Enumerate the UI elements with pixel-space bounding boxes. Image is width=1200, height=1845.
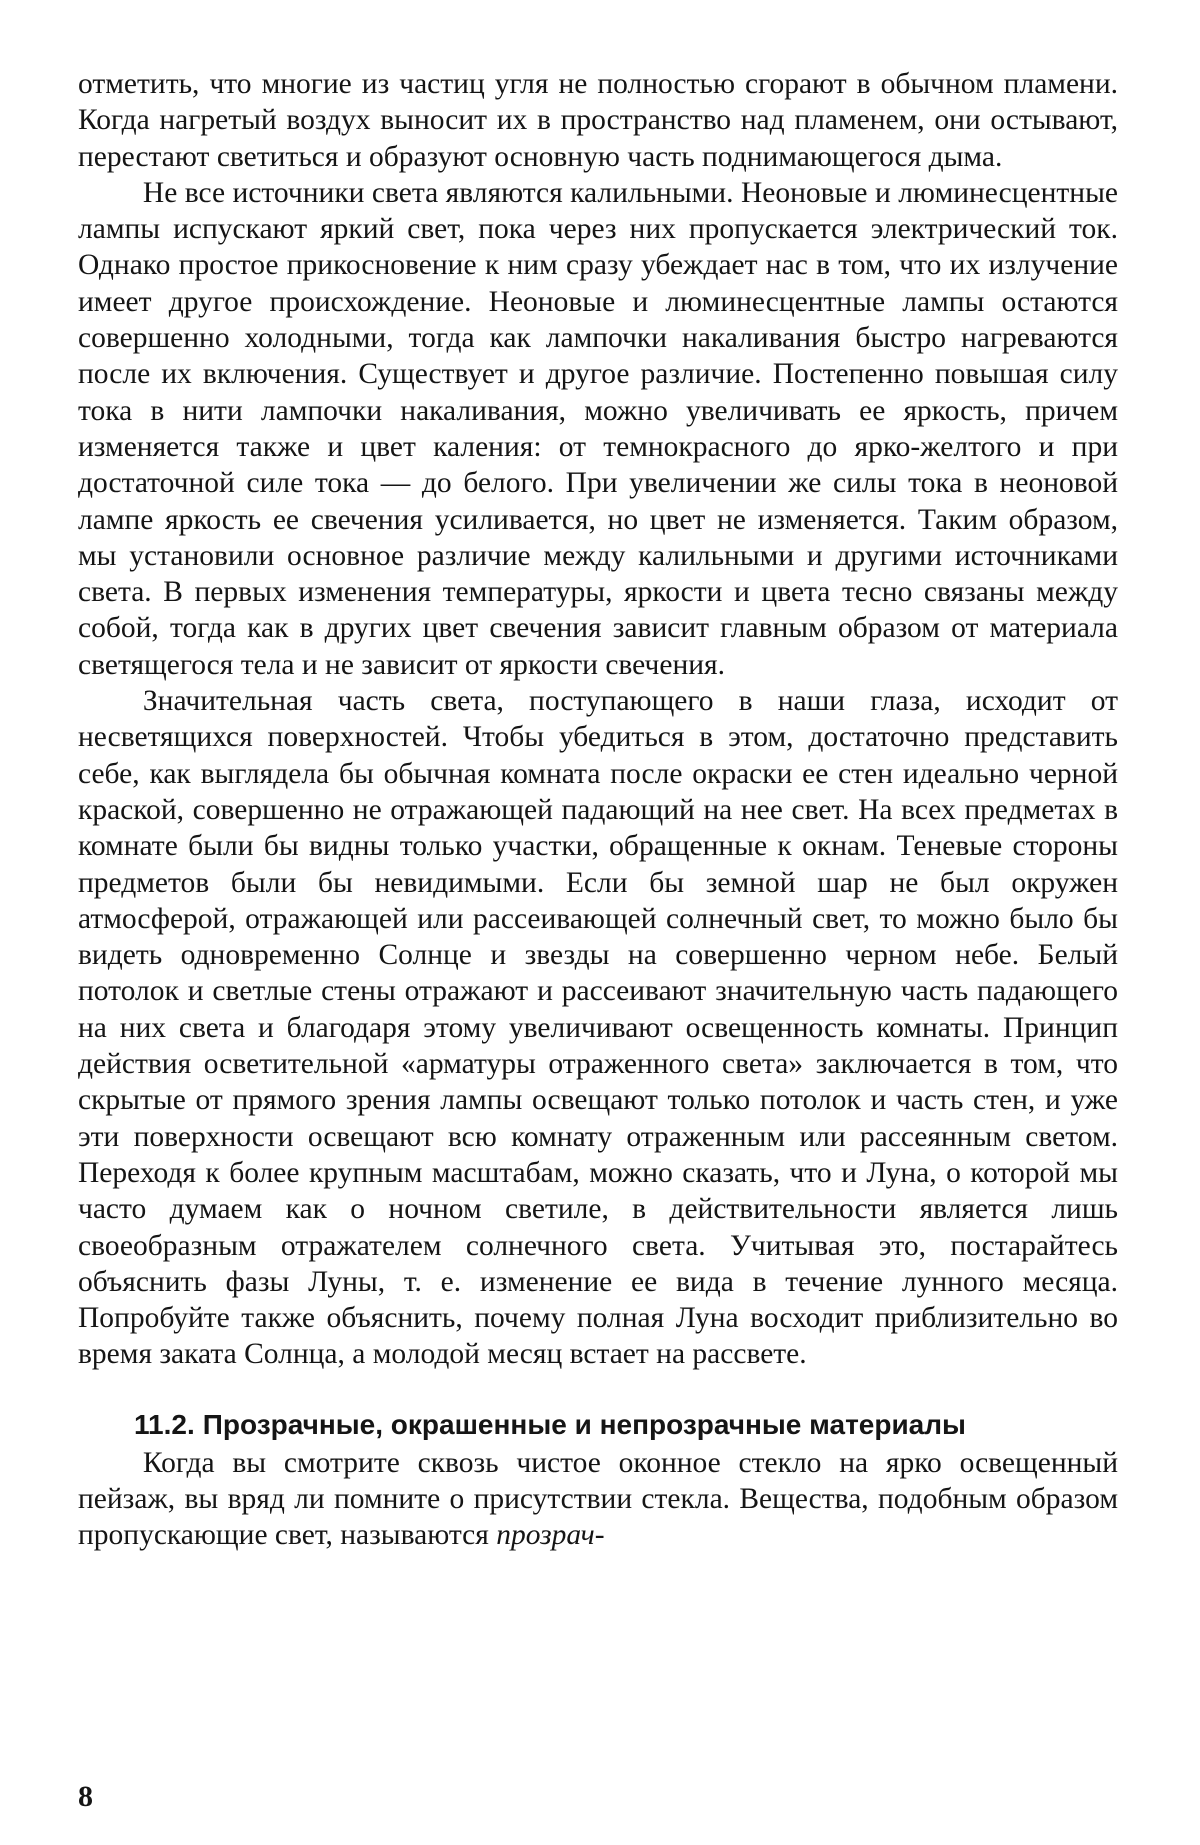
paragraph-transparent-text: Когда вы смотрите сквозь чистое оконное стекло на ярко освещенный пейзаж, вы вряд ли помните о присутствии стекла. Вещества, подобным образом пропускающие свет, называются <box>78 1446 1118 1552</box>
section-heading <box>78 1407 1118 1443</box>
paragraph-reflected-light: Значительная часть света, поступающего в наши глаза, исходит от несветящихся поверхностей. Чтобы убедиться в этом, достаточно представить себе, как выглядела бы обычная комната после окраски ее стен идеально черной краской, совершенно не отражающей падающий на нее свет. На всех предметах в комнате были бы видны только участки, обращенные к окнам. Теневые стороны предметов были бы невидимыми. Если бы земной шар не был окружен атмосферой, отражающей или рассеивающей солнечный свет, то можно было бы видеть одновременно Солнце и звезды на совершенно черном небе. Белый потолок и светлые стены отражают и рассеивают значительную часть падающего на них света и благодаря этому увеличивают освещенность комнаты. Принцип действия осветительной «арматуры отраженного света» заключается в том, что скрытые от прямого зрения лампы освещают только потолок и часть стен, и уже эти поверхности освещают всю комнату отраженным или рассеянным светом. Переходя к более крупным масштабам, можно сказать, что и Луна, о которой мы часто думаем как о ночном светиле, в действительности является лишь своеобразным отражателем солнечного света. Учитывая это, постарайтесь объяснить фазы Луны, т. е. изменение ее вида в течение лунного месяца. Попробуйте также объяснить, почему полная Луна восходит приблизительно во время заката Солнца, а молодой месяц встает на рассвете. <box>78 685 1118 1371</box>
section-number: 11.2. <box>134 1408 195 1440</box>
paragraph-light-sources: Не все источники света являются калильными. Неоновые и люминесцентные лампы испускают яркий свет, пока через них пропускается электрический ток. Однако простое прикосновение к ним сразу убеждает нас в том, что их излучение имеет другое происхождение. Неоновые и люминесцентные лампы остаются совершенно холодными, тогда как лампочки накаливания быстро нагреваются после их включения. Существует и другое различие. Постепенно повышая силу тока в нити лампочки накаливания, можно увеличивать ее яркость, причем изменяется также и цвет каления: от темнокрасного до ярко-желтого и при достаточной силе тока — до белого. При увеличении же силы тока в неоновой лампе яркость ее свечения усиливается, но цвет не изменяется. Таким образом, мы установили основное различие между калильными и другими источниками света. В первых изменения температуры, яркости и цвета тесно связаны между собой, тогда как в других цвет свечения зависит главным образом от материала светящегося тела и не зависит от яркости свечения. <box>78 176 1118 681</box>
page-number: 8 <box>78 1780 93 1813</box>
paragraph-transparent <box>78 1445 1118 1554</box>
paragraph-continuation: отметить, что многие из частиц угля не полностью сгорают в обычном пламени. Когда нагретый воздух выносит их в пространство над пламенем, они остывают, перестают светиться и образуют основную часть поднимающегося дыма. <box>78 68 1118 173</box>
section-title: Прозрачные, окрашенные и непрозрачные материалы <box>202 1408 966 1440</box>
page-body <box>78 66 1118 1554</box>
paragraph-transparent-italic: прозрач- <box>496 1519 605 1552</box>
